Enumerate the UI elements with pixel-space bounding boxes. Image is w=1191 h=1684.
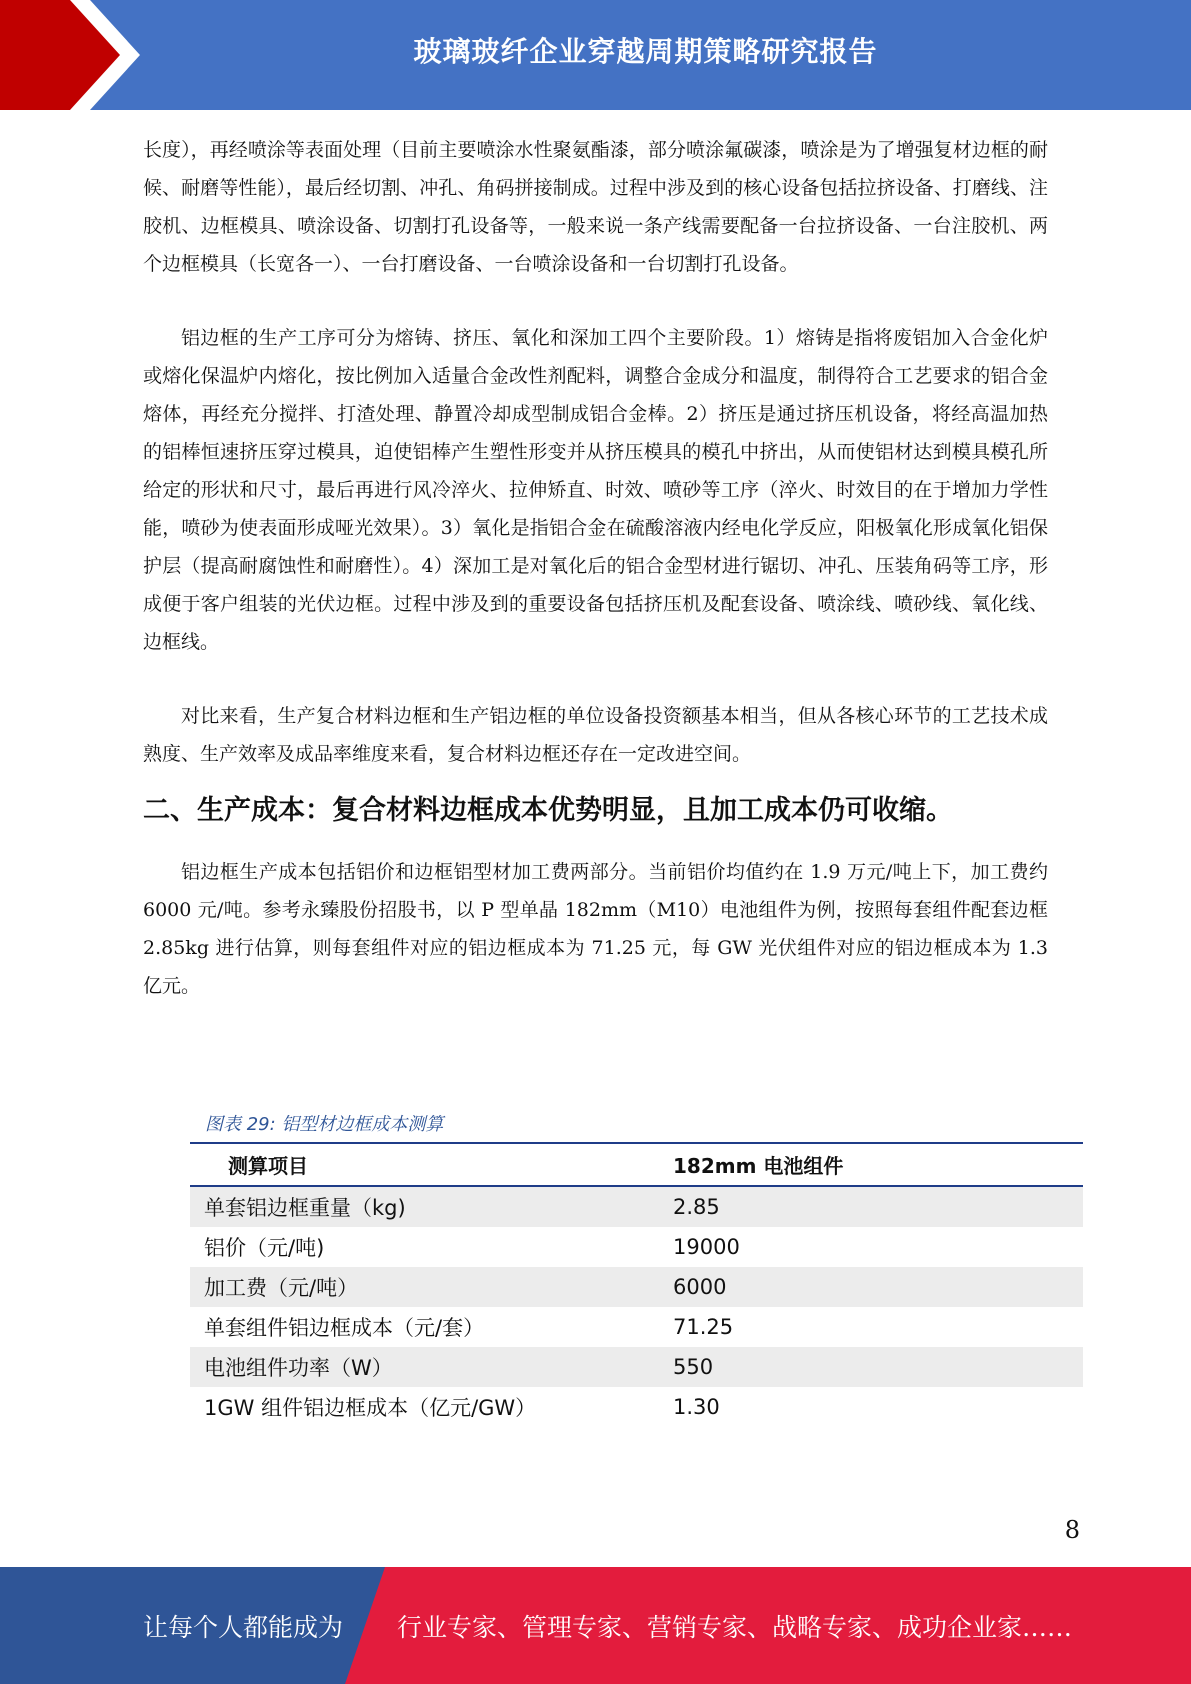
paragraph-aluminum-cost: 铝边框生产成本包括铝价和边框铝型材加工费两部分。当前铝价均值约在 1.9 万元/吨上下，加工费约 6000 元/吨。参考永臻股份招股书，以 P 型单晶 182mm（M10）电池组件为例，按照每套组件配套边框 2.85kg 进行估算，则每套组件对应的铝边框成本为 71.25 元，每 GW 光伏组件对应的铝边框成本为 1.3 亿元。 bbox=[143, 861, 1048, 997]
table-row bbox=[190, 1227, 1083, 1267]
body-content bbox=[143, 131, 1048, 1005]
cost-table bbox=[190, 1142, 1083, 1427]
page-footer bbox=[0, 1567, 1191, 1684]
table-cell-label: 铝价（元/吨) bbox=[204, 1236, 325, 1260]
table-cell-value: 6000 bbox=[673, 1275, 727, 1299]
table-cell-label: 单套组件铝边框成本（元/套） bbox=[204, 1316, 485, 1340]
table-cell-value: 71.25 bbox=[673, 1315, 734, 1339]
report-title: 玻璃玻纤企业穿越周期策略研究报告 bbox=[413, 35, 878, 68]
table-cell-label: 单套铝边框重量（kg) bbox=[204, 1196, 406, 1220]
table-cell-label: 加工费（元/吨） bbox=[204, 1276, 359, 1300]
page-header bbox=[0, 0, 1191, 110]
table-row bbox=[190, 1267, 1083, 1307]
table-row bbox=[190, 1307, 1083, 1347]
table-header-item: 测算项目 bbox=[228, 1154, 308, 1178]
table-row bbox=[190, 1387, 1083, 1427]
section-heading-production-cost: 二、生产成本：复合材料边框成本优势明显，且加工成本仍可收缩。 bbox=[143, 795, 953, 826]
table-cell-value: 2.85 bbox=[673, 1195, 720, 1219]
table-row bbox=[190, 1347, 1083, 1387]
paragraph-aluminum-frame-process: 铝边框的生产工序可分为熔铸、挤压、氧化和深加工四个主要阶段。1）熔铸是指将废铝加入合金化炉或熔化保温炉内熔化，按比例加入适量合金改性剂配料，调整合金成分和温度，制得符合工艺要求的铝合金熔体，再经充分搅拌、打渣处理、静置冷却成型制成铝合金棒。2）挤压是通过挤压机设备，将经高温加热的铝棒恒速挤压穿过模具，迫使铝棒产生塑性形变并从挤压模具的模孔中挤出，从而使铝材达到模具模孔所给定的形状和尺寸，最后再进行风冷淬火、拉伸矫直、时效、喷砂等工序（淬火、时效目的在于增加力学性能，喷砂为使表面形成哑光效果）。3）氧化是指铝合金在硫酸溶液内经电化学反应，阳极氧化形成氧化铝保护层（提高耐腐蚀性和耐磨性）。4）深加工是对氧化后的铝合金型材进行锯切、冲孔、压装角码等工序，形成便于客户组装的光伏边框。过程中涉及到的重要设备包括挤压机及配套设备、喷涂线、喷砂线、氧化线、边框线。 bbox=[143, 327, 1048, 653]
footer-slogan-right: 行业专家、管理专家、营销专家、战略专家、成功企业家…… bbox=[397, 1612, 1073, 1642]
figure-caption: 图表 29: 铝型材边框成本测算 bbox=[205, 1114, 444, 1135]
table-cell-label: 1GW 组件铝边框成本（亿元/GW） bbox=[204, 1396, 537, 1420]
table-header-row bbox=[190, 1144, 1083, 1187]
table-row bbox=[190, 1187, 1083, 1227]
page-number: 8 bbox=[1064, 1516, 1080, 1544]
table-header-module: 182mm 电池组件 bbox=[673, 1154, 844, 1178]
table-cell-value: 550 bbox=[673, 1355, 714, 1379]
footer-slogan-left: 让每个人都能成为 bbox=[143, 1612, 344, 1642]
table-cell-label: 电池组件功率（W） bbox=[204, 1356, 393, 1380]
table-cell-value: 1.30 bbox=[673, 1395, 720, 1419]
table-cell-value: 19000 bbox=[673, 1235, 740, 1259]
paragraph-composite-frame-process: 长度），再经喷涂等表面处理（目前主要喷涂水性聚氨酯漆，部分喷涂氟碳漆，喷涂是为了增强复材边框的耐候、耐磨等性能），最后经切割、冲孔、角码拼接制成。过程中涉及到的核心设备包括拉挤设备、打磨线、注胶机、边框模具、喷涂设备、切割打孔设备等，一般来说一条产线需要配备一台拉挤设备、一台注胶机、两个边框模具（长宽各一）、一台打磨设备、一台喷涂设备和一台切割打孔设备。 bbox=[143, 139, 1048, 275]
paragraph-comparison: 对比来看，生产复合材料边框和生产铝边框的单位设备投资额基本相当，但从各核心环节的工艺技术成熟度、生产效率及成品率维度来看，复合材料边框还存在一定改进空间。 bbox=[143, 705, 1048, 765]
